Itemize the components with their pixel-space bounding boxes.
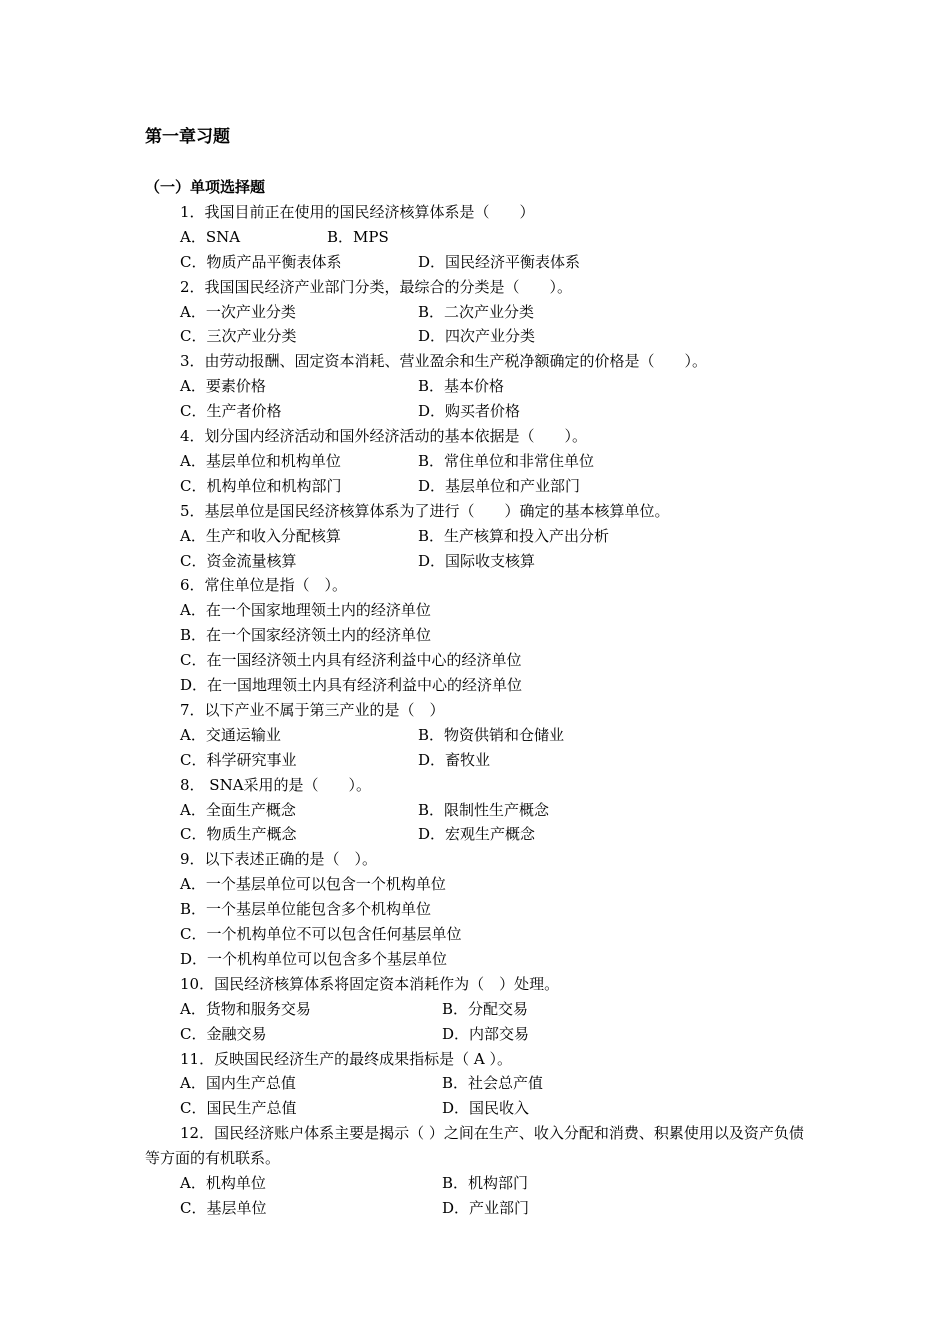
question-stem: 5．基层单位是国民经济核算体系为了进行（ ）确定的基本核算单位。: [180, 501, 670, 520]
question-stem: 6．常住单位是指（ ）。: [180, 576, 348, 595]
option-d: D．购买者价格: [418, 402, 521, 421]
option-d: D．产业部门: [442, 1198, 530, 1217]
chapter-title: 第一章习题: [145, 127, 230, 147]
question-5: [145, 499, 815, 574]
option-c: C．三次产业分类: [180, 327, 297, 346]
option-c: C．机构单位和机构部门: [180, 476, 342, 495]
option-row: [145, 723, 815, 748]
section-title: （一）单项选择题: [145, 178, 266, 196]
option-row: [145, 997, 815, 1022]
option-c: C．物质生产概念: [180, 825, 297, 844]
question-stem: 1．我国目前正在使用的国民经济核算体系是（ ）: [180, 203, 535, 221]
option-a: A．在一个国家地理领土内的经济单位: [180, 601, 431, 620]
option-c: C．在一国经济领土内具有经济利益中心的经济单位: [180, 651, 522, 670]
question-12: [145, 1121, 815, 1221]
option-b: B．限制性生产概念: [418, 800, 550, 819]
option-a: A．生产和收入分配核算: [180, 526, 341, 545]
option-row: [145, 822, 815, 847]
question-stem: 2．我国国民经济产业部门分类，最综合的分类是（ ）。: [180, 277, 573, 296]
option-row: [145, 324, 815, 349]
option-b: B．MPS: [327, 227, 389, 246]
question-2: [145, 275, 815, 350]
option-row: [145, 549, 815, 574]
option-b: B．二次产业分类: [418, 302, 535, 321]
option-d: D．基层单位和产业部门: [418, 476, 581, 495]
option-row: [145, 1171, 815, 1196]
option-b: B．基本价格: [418, 377, 505, 396]
option-b: B．社会总产值: [442, 1074, 544, 1093]
option-d: D．国民经济平衡表体系: [418, 252, 581, 271]
option-b: B．机构部门: [442, 1174, 529, 1193]
option-b: B．生产核算和投入产出分析: [418, 526, 610, 545]
option-c: C．物质产品平衡表体系: [180, 252, 342, 271]
question-11: [145, 1047, 815, 1122]
option-b: B．常住单位和非常住单位: [418, 451, 595, 470]
option-d: D．宏观生产概念: [418, 825, 536, 844]
question-stem: 8． SNA采用的是（ ）。: [180, 775, 372, 794]
option-a: A．基层单位和机构单位: [180, 451, 341, 470]
option-b: B．在一个国家经济领土内的经济单位: [180, 626, 432, 645]
question-7: [145, 698, 815, 773]
question-stem: 3．由劳动报酬、固定资本消耗、营业盈余和生产税净额确定的价格是（ ）。: [180, 352, 708, 371]
option-c: C．生产者价格: [180, 402, 282, 421]
question-10: [145, 972, 815, 1047]
option-b: B．一个基层单位能包含多个机构单位: [180, 900, 432, 919]
option-b: B．物资供销和仓储业: [418, 725, 565, 744]
option-row: [145, 449, 815, 474]
question-3: [145, 349, 815, 424]
option-row: [145, 1022, 815, 1047]
option-a: A．SNA: [180, 227, 241, 246]
option-row: [145, 1196, 815, 1221]
option-row: [145, 374, 815, 399]
option-b: B．分配交易: [442, 999, 529, 1018]
option-a: A．交通运输业: [180, 725, 281, 744]
question-6: [145, 573, 815, 698]
option-a: A．机构单位: [180, 1174, 266, 1193]
option-row: [145, 1071, 815, 1096]
option-row: [145, 300, 815, 325]
question-stem: 12．国民经济账户体系主要是揭示（ ）之间在生产、收入分配和消费、积累使用以及资产负债等方面的有机联系。: [145, 1124, 804, 1168]
option-a: A．一次产业分类: [180, 302, 296, 321]
option-row: [145, 225, 815, 250]
option-c: C．金融交易: [180, 1024, 267, 1043]
option-a: A．国内生产总值: [180, 1074, 296, 1093]
option-a: A．货物和服务交易: [180, 999, 311, 1018]
question-stem: 7．以下产业不属于第三产业的是（ ）: [180, 700, 445, 719]
option-row: [145, 524, 815, 549]
option-c: C．一个机构单位不可以包含任何基层单位: [180, 925, 462, 944]
option-d: D．国际收支核算: [418, 551, 536, 570]
question-stem: 9．以下表述正确的是（ ）。: [180, 850, 378, 869]
option-row: [145, 1096, 815, 1121]
option-c: C．基层单位: [180, 1198, 267, 1217]
option-row: [145, 748, 815, 773]
option-d: D．内部交易: [442, 1024, 530, 1043]
option-c: C．国民生产总值: [180, 1099, 297, 1118]
option-d: D．一个机构单位可以包含多个基层单位: [180, 949, 448, 968]
option-row: [145, 798, 815, 823]
option-d: D．国民收入: [442, 1099, 530, 1118]
option-c: C．科学研究事业: [180, 750, 297, 769]
question-stem: 4．划分国内经济活动和国外经济活动的基本依据是（ ）。: [180, 427, 588, 446]
question-stem: 11．反映国民经济生产的最终成果指标是（ A ）。: [180, 1049, 512, 1068]
option-d: D．四次产业分类: [418, 327, 536, 346]
question-9: [145, 847, 815, 972]
option-row: [145, 250, 815, 275]
question-stem: 10．国民经济核算体系将固定资本消耗作为（ ）处理。: [180, 974, 560, 993]
question-8: [145, 773, 815, 848]
option-a: A．一个基层单位可以包含一个机构单位: [180, 875, 446, 894]
option-row: [145, 399, 815, 424]
option-c: C．资金流量核算: [180, 551, 297, 570]
question-1: [145, 200, 815, 275]
question-list: [145, 200, 815, 1221]
option-d: D．在一国地理领土内具有经济利益中心的经济单位: [180, 676, 523, 695]
question-4: [145, 424, 815, 499]
option-d: D．畜牧业: [418, 750, 491, 769]
option-a: A．全面生产概念: [180, 800, 296, 819]
option-a: A．要素价格: [180, 377, 266, 396]
option-row: [145, 474, 815, 499]
